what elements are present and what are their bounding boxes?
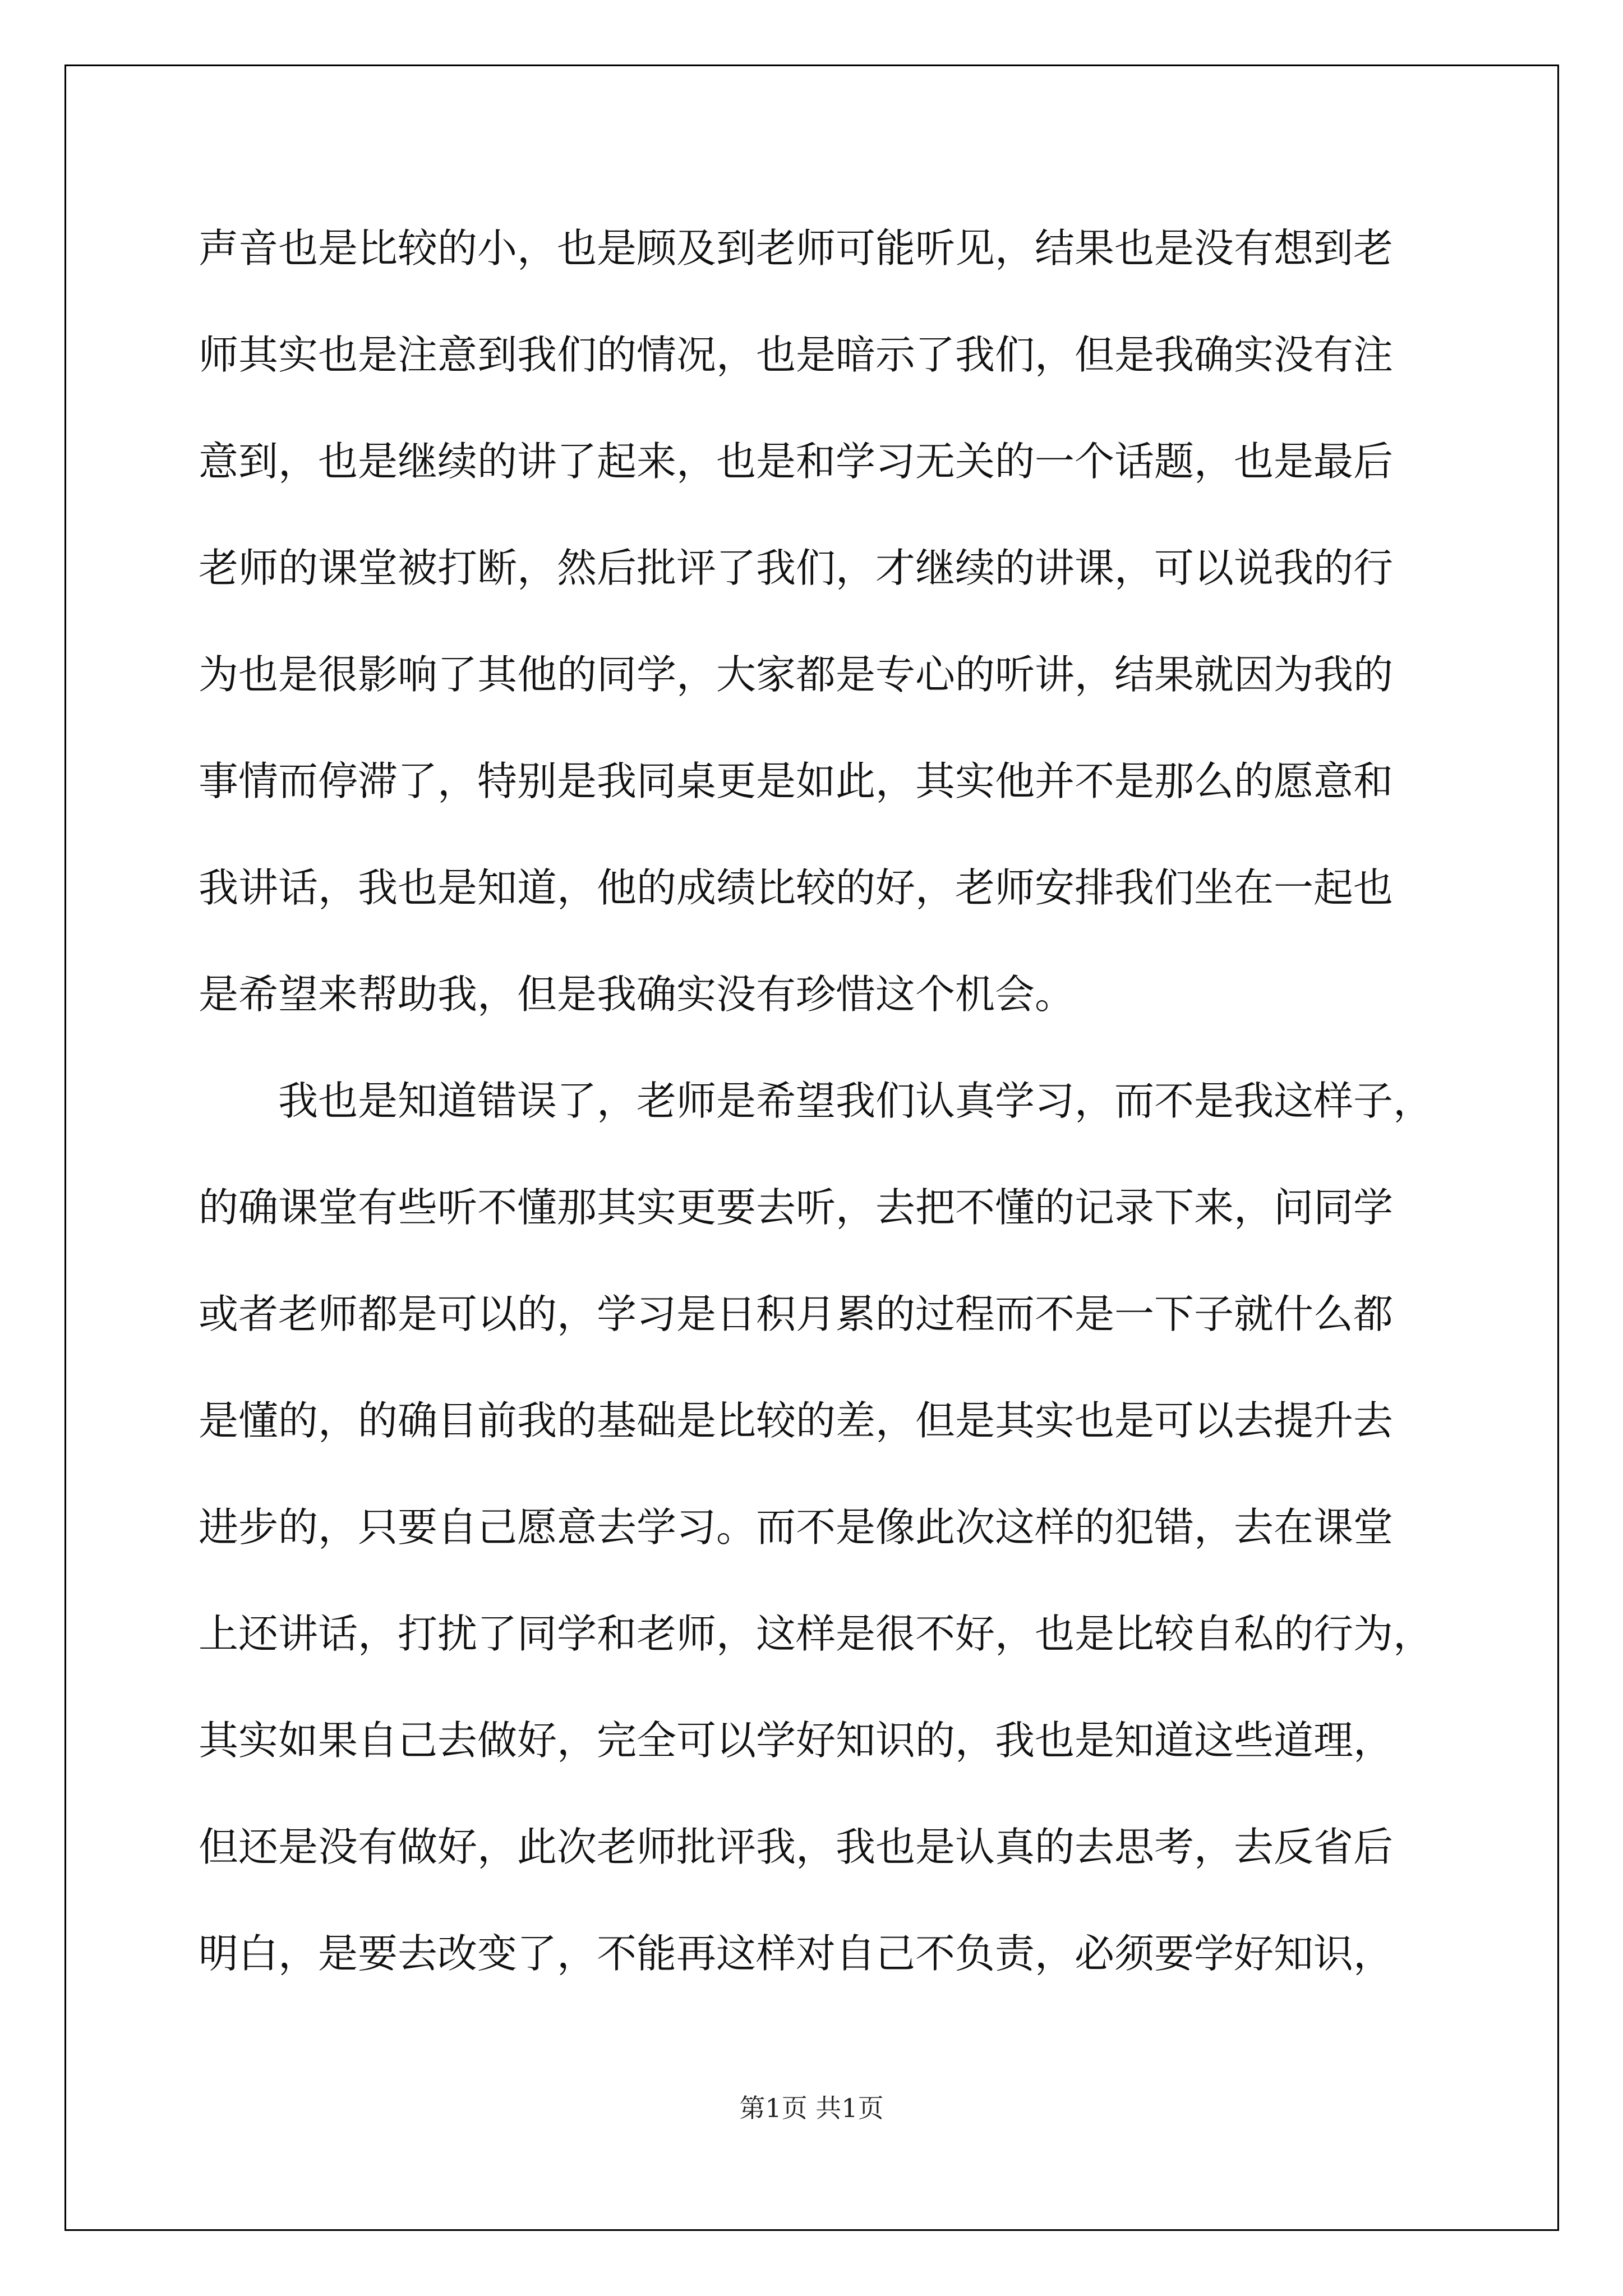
body-text-line: 老师的课堂被打断，然后批评了我们，才继续的讲课，可以说我的行 xyxy=(199,545,1394,591)
body-text-line: 是希望来帮助我，但是我确实没有珍惜这个机会。 xyxy=(199,971,1075,1018)
body-text-line: 进步的，只要自己愿意去学习。而不是像此次这样的犯错，去在课堂 xyxy=(199,1504,1394,1550)
body-text-line: 为也是很影响了其他的同学，大家都是专心的听讲，结果就因为我的 xyxy=(199,651,1394,698)
body-text-line: 师其实也是注意到我们的情况，也是暗示了我们，但是我确实没有注 xyxy=(199,332,1394,378)
body-text-line: 上还讲话，打扰了同学和老师，这样是很不好，也是比较自私的行为， xyxy=(199,1611,1433,1657)
body-text-line: 声音也是比较的小，也是顾及到老师可能听见，结果也是没有想到老 xyxy=(199,225,1394,272)
body-text-line: 意到，也是继续的讲了起来，也是和学习无关的一个话题，也是最后 xyxy=(199,438,1394,485)
body-text-line: 是懂的，的确目前我的基础是比较的差，但是其实也是可以去提升去 xyxy=(199,1397,1394,1444)
page-number-footer: 第1页 共1页 xyxy=(739,2093,884,2123)
body-text-line: 事情而停滞了，特别是我同桌更是如此，其实他并不是那么的愿意和 xyxy=(199,758,1394,804)
page-border xyxy=(64,65,1559,2231)
body-text-line: 的确课堂有些听不懂那其实更要去听，去把不懂的记录下来，问同学 xyxy=(199,1184,1394,1231)
body-text-line: 我讲话，我也是知道，他的成绩比较的好，老师安排我们坐在一起也 xyxy=(199,864,1394,911)
body-text-line: 其实如果自己去做好，完全可以学好知识的，我也是知道这些道理， xyxy=(199,1717,1394,1764)
body-text-line: 明白，是要去改变了，不能再这样对自己不负责，必须要学好知识， xyxy=(199,1930,1394,1977)
paragraph-first-line: 我也是知道错误了，老师是希望我们认真学习，而不是我这样子， xyxy=(278,1078,1433,1124)
body-text-line: 但还是没有做好，此次老师批评我，我也是认真的去思考，去反省后 xyxy=(199,1824,1394,1870)
body-text-line: 或者老师都是可以的，学习是日积月累的过程而不是一下子就什么都 xyxy=(199,1291,1394,1337)
